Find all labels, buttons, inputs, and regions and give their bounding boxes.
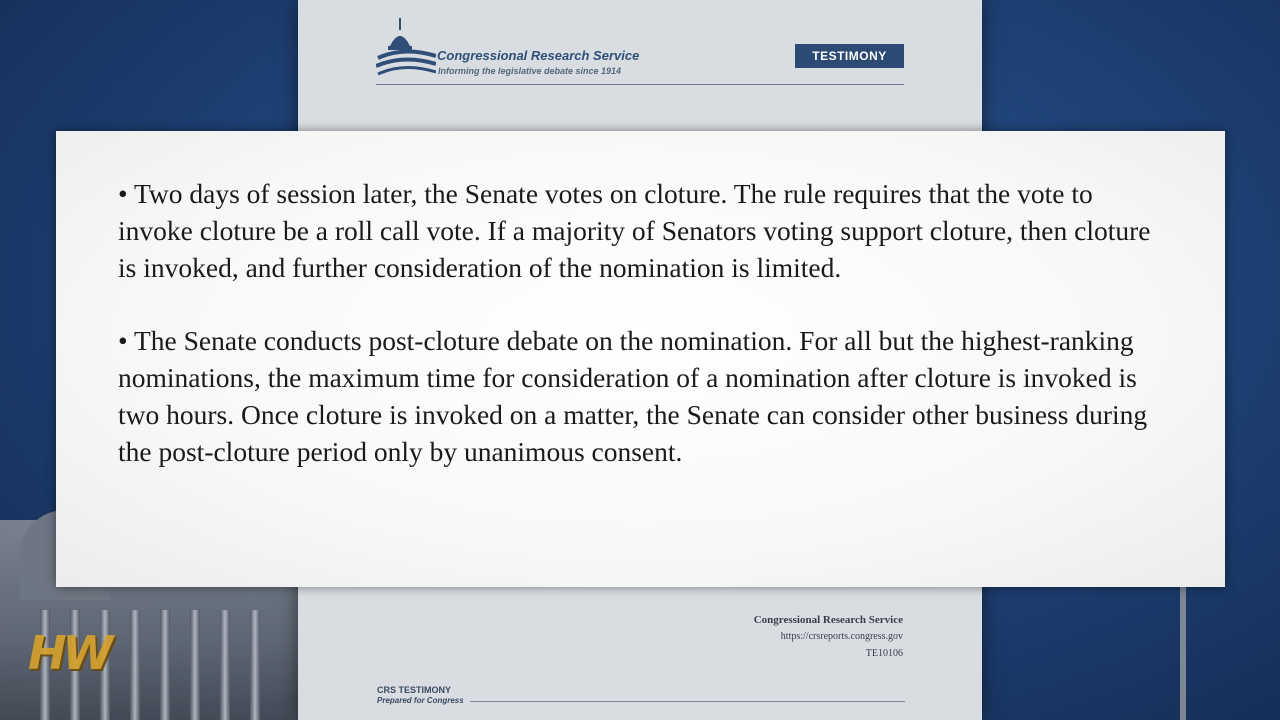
footer-org-name: Congressional Research Service xyxy=(753,614,903,626)
capitol-column xyxy=(190,610,200,720)
capitol-column xyxy=(250,610,260,720)
capitol-dome-icon xyxy=(376,16,436,78)
footer-info xyxy=(678,612,903,662)
hw-watermark-logo: HW xyxy=(28,626,110,680)
testimony-badge: TESTIMONY xyxy=(795,44,904,68)
header-divider xyxy=(376,84,904,85)
capitol-column xyxy=(160,610,170,720)
footer-divider xyxy=(470,701,905,702)
quote-overlay-panel xyxy=(56,131,1225,587)
footer-report-code: TE10106 xyxy=(865,648,903,659)
footer-url: https://crsreports.congress.gov xyxy=(780,631,903,642)
crs-org-name: Congressional Research Service xyxy=(437,48,640,63)
quote-paragraph: • The Senate conducts post-cloture debate on the nomination. For all but the highest-ranking nominations, the maximum time for consideration of a nomination after cloture is invoked is two hours. Once cloture is invoked on a matter, the Senate can consider other business during the post-cloture period only by unanimous consent. xyxy=(118,325,1148,467)
crs-tagline: Informing the legislative debate since 1914 xyxy=(438,66,622,76)
capitol-column xyxy=(220,610,230,720)
footer-series-subtitle: Prepared for Congress xyxy=(377,696,464,705)
quote-paragraph: • Two days of session later, the Senate votes on cloture. The rule requires that the vote to invoke cloture be a roll call vote. If a majority of Senators voting support cloture, then cloture is invoked, and further consideration of the nomination is limited. xyxy=(118,178,1151,283)
footer-series-label xyxy=(377,685,464,706)
footer-series-title: CRS TESTIMONY xyxy=(377,685,452,695)
